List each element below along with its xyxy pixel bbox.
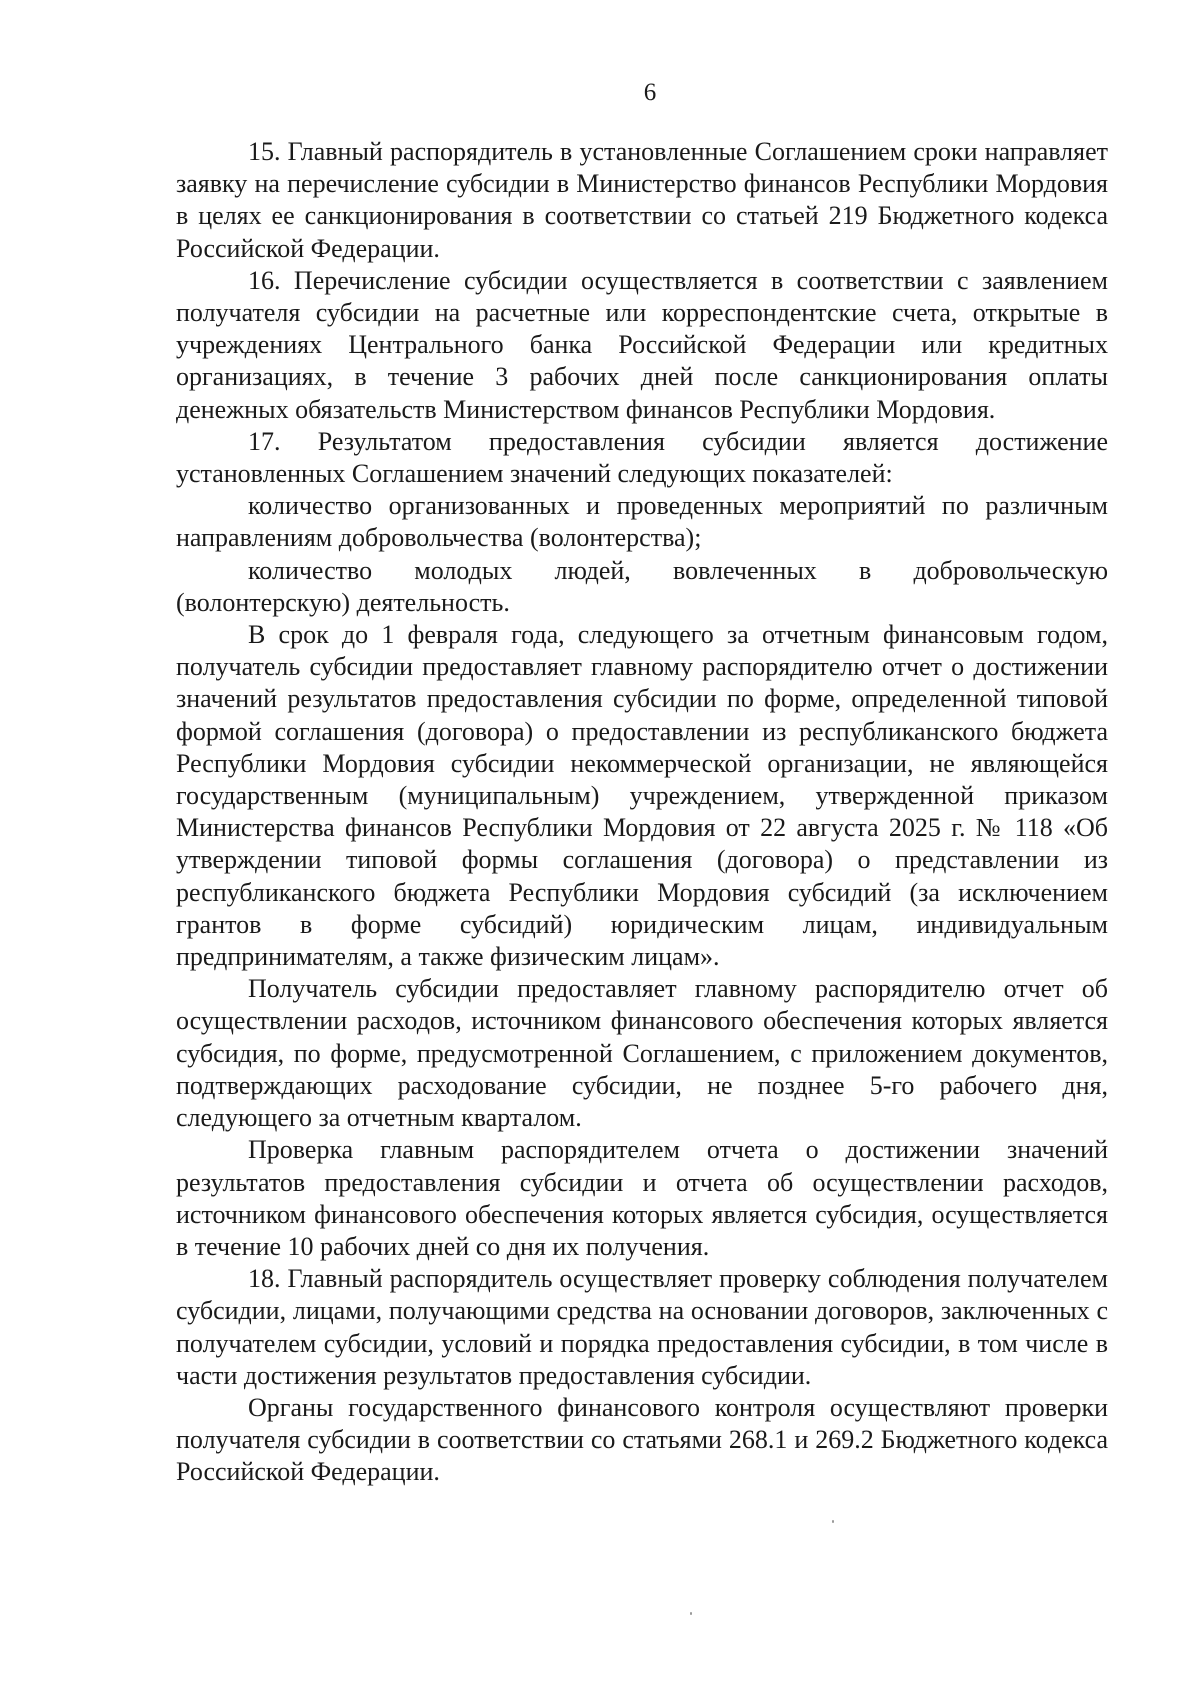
paragraph-18: 18. Главный распорядитель осуществляет проверку соблюдения получателем субсидии, лицами, получающими средства на основании договоров, заключенных с получателем субсидии, условий и порядка предоставления субсидии, в том числе в части достижения результатов предоставления субсидии. (176, 1264, 1108, 1390)
paragraph-financial-control: Органы государственного финансового контроля осуществляют проверки получателя субсидии в соответствии со статьями 268.1 и 269.2 Бюджетного кодекса Российской Федерации. (176, 1392, 1108, 1487)
paragraph-16: 16. Перечисление субсидии осуществляется в соответствии с заявлением получателя субсидии на расчетные или корреспондентские счета, открытые в учреждениях Центрального банка Российской Федерации или кредитных организациях, в течение 3 рабочих дней после санкционирования оплаты денежных обязательств Министерством финансов Республики Мордовия. (176, 265, 1108, 424)
paragraph-report-verification: Проверка главным распорядителем отчета о достижении значений результатов предоставления субсидии и отчета об осуществлении расходов, источником финансового обеспечения которых является субсидия, осуществляется в течение 10 рабочих дней со дня их получения. (176, 1135, 1108, 1261)
paragraph-expenses-report: Получатель субсидии предоставляет главному распорядителю отчет об осуществлении расходов, источником финансового обеспечения которых является субсидия, по форме, предусмотренной Соглашением, с приложением документов, подтверждающих расходование субсидии, не позднее 5-го рабочего дня, следующего за отчетным кварталом. (176, 974, 1108, 1133)
paragraph-results-report: В срок до 1 февраля года, следующего за отчетным финансовым годом, получатель субсидии предоставляет главному распорядителю отчет о достижении значений результатов предоставления субсидии по форме, определенной типовой формой соглашения (договора) о предоставлении из республиканского бюджета Республики Мордовия субсидии некоммерческой организации, не являющейся государственным (муниципальным) учреждением, утвержденной приказом Министерства финансов Республики Мордовия от 22 августа 2025 г. № 118 «Об утверждении типовой формы соглашения (договора) о представлении из республиканского бюджета Республики Мордовия субсидий (за исключением грантов в форме субсидий) юридическим лицам, индивидуальным предпринимателям, а также физическим лицам». (176, 620, 1108, 972)
page-number: 6 (643, 79, 657, 106)
paragraph-15: 15. Главный распорядитель в установленные Соглашением сроки направляет заявку на перечисление субсидии в Министерство финансов Республики Мордовия в целях ее санкционирования в соответствии со статьей 219 Бюджетного кодекса Российской Федерации. (176, 137, 1108, 263)
indicator-young-people-count: количество молодых людей, вовлеченных в добровольческую (волонтерскую) деятельность. (176, 555, 1108, 617)
paragraph-17: 17. Результатом предоставления субсидии является достижение установленных Соглашением значений следующих показателей: (176, 426, 1108, 489)
scan-speck (832, 1520, 834, 1523)
scan-speck (690, 1612, 692, 1615)
document-body (176, 136, 1108, 1489)
indicator-events-count: количество организованных и проведенных мероприятий по различным направлениям добровольчества (волонтерства); (176, 491, 1108, 553)
